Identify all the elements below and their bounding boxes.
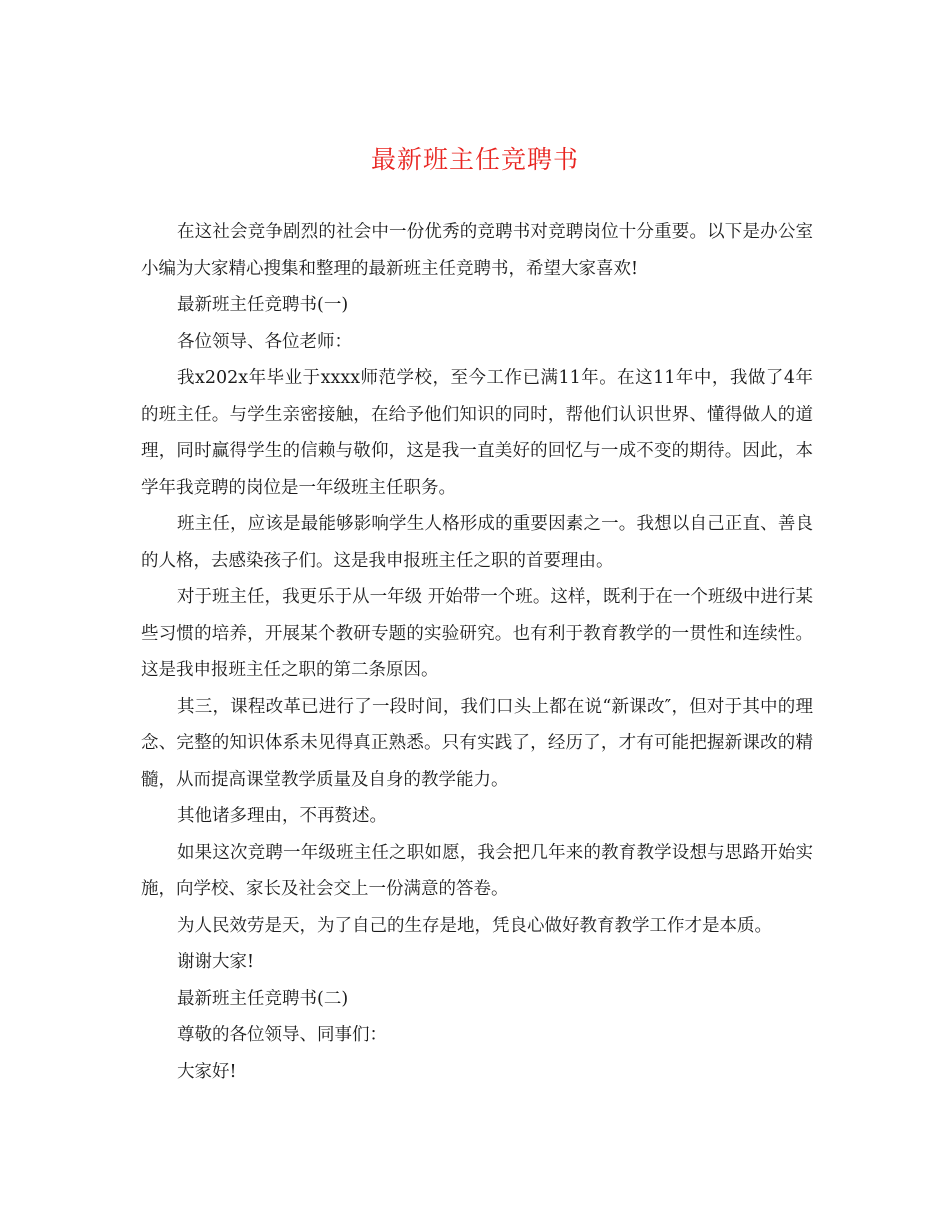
salutation-2: 尊敬的各位领导、同事们： — [177, 1025, 387, 1045]
document-body — [141, 214, 813, 1090]
paragraph: 其他诸多理由，不再赘述。 — [177, 806, 387, 826]
paragraph-intro: 在这社会竞争剧烈的社会中一份优秀的竞聘书对竞聘岗位十分重要。以下是办公室小编为大家精心搜集和整理的最新班主任竞聘书，希望大家喜欢! — [141, 222, 813, 279]
paragraph: 其三，课程改革已进行了一段时间，我们口头上都在说“新课改″，但对于其中的理念、完整的知识体系未见得真正熟悉。只有实践了，经历了，才有可能把握新课改的精髓，从而提高课堂教学质量及自身的教学能力。 — [141, 696, 813, 790]
paragraph: 如果这次竞聘一年级班主任之职如愿，我会把几年来的教育教学设想与思路开始实施，向学校、家长及社会交上一份满意的答卷。 — [141, 842, 813, 899]
paragraph: 对于班主任，我更乐于从一年级 开始带一个班。这样，既利于在一个班级中进行某些习惯的培养，开展某个教研专题的实验研究。也有利于教育教学的一贯性和连续性。这是我申报班主任之职的第二条原因。 — [141, 587, 813, 680]
salutation-1: 各位领导、各位老师： — [177, 331, 352, 352]
paragraph: 班主任，应该是最能够影响学生人格形成的重要因素之一。我想以自己正直、善良的人格，去感染孩子们。这是我申报班主任之职的首要理由。 — [141, 514, 813, 571]
closing-thanks: 谢谢大家! — [177, 952, 255, 972]
section-heading-2: 最新班主任竞聘书(二) — [177, 988, 349, 1009]
document-title: 最新班主任竞聘书 — [370, 145, 579, 174]
greeting: 大家好! — [177, 1061, 237, 1082]
paragraph: 为人民效劳是天，为了自己的生存是地，凭良心做好教育教学工作才是本质。 — [177, 915, 772, 936]
paragraph: 我x202x年毕业于xxxx师范学校，至今工作已满11年。在这11年中，我做了4年的班主任。与学生亲密接触，在给予他们知识的同时，帮他们认识世界、懂得做人的道理，同时赢得学生的信赖与敬仰，这是我一直美好的回忆与一成不变的期待。因此，本学年我竞聘的岗位是一年级班主任职务。 — [141, 368, 813, 498]
section-heading-1: 最新班主任竞聘书(一) — [177, 295, 349, 315]
